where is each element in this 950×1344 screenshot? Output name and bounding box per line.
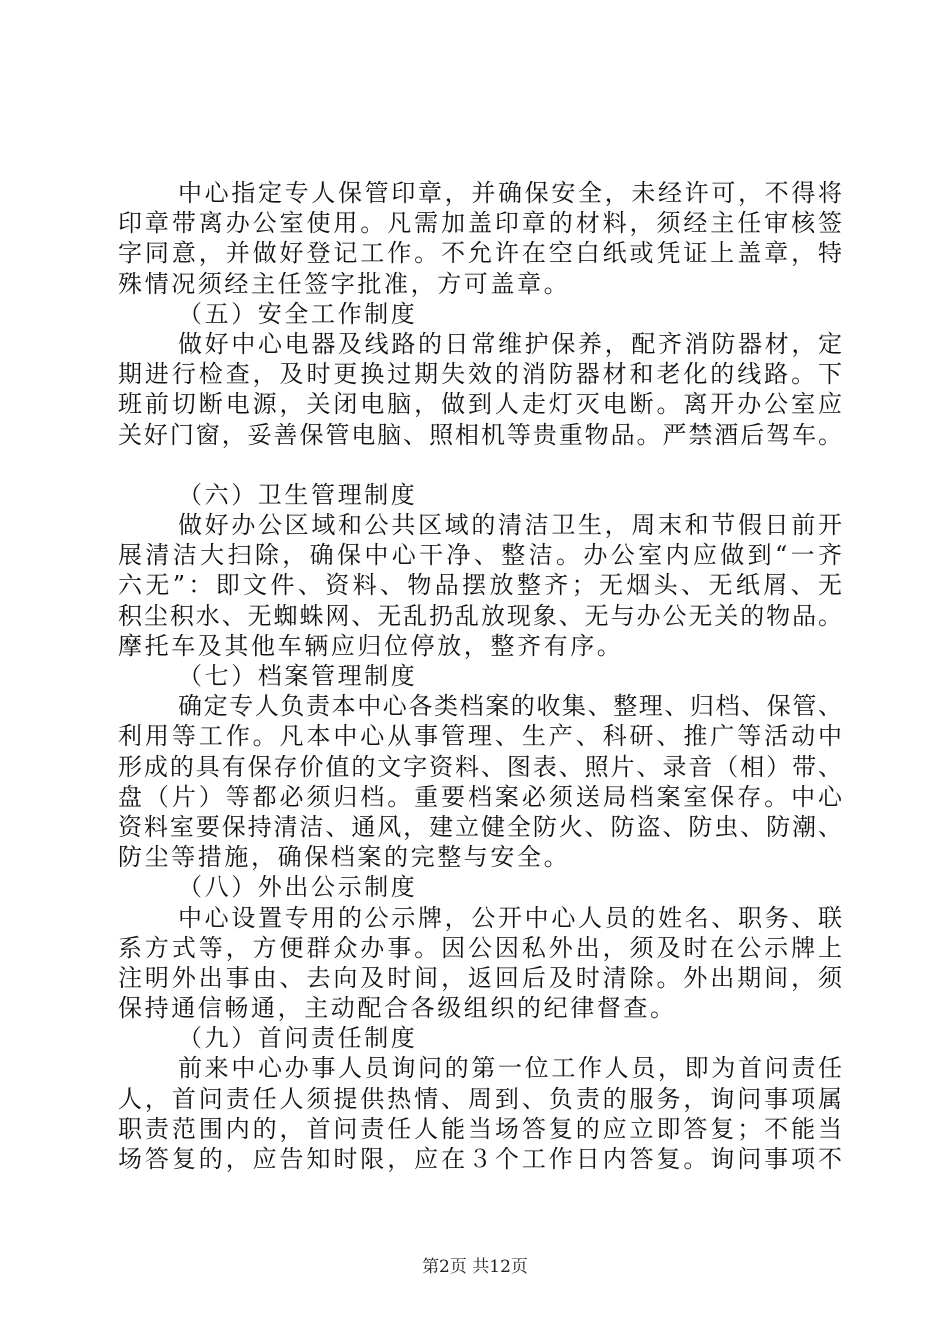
text-line: 资料室要保持清洁、通风，建立健全防火、防盗、防虫、防潮、 <box>118 812 842 841</box>
text-line: （九）首问责任制度 <box>178 1024 418 1053</box>
text-line: 利用等工作。凡本中心从事管理、生产、科研、推广等活动中 <box>118 722 842 751</box>
text-line: 关好门窗，妥善保管电脑、照相机等贵重物品。严禁酒后驾车。 <box>118 420 842 449</box>
text-line: 前来中心办事人员询问的第一位工作人员，即为首问责任 <box>178 1054 842 1083</box>
text-line: 做好办公区域和公共区域的清洁卫生，周末和节假日前开 <box>178 511 842 540</box>
text-line: 期进行检查，及时更换过期失效的消防器材和老化的线路。下 <box>118 360 842 389</box>
text-line: 积尘积水、无蜘蛛网、无乱扔乱放现象、无与办公无关的物品。 <box>118 601 842 630</box>
text-line: 注明外出事由、去向及时间，返回后及时清除。外出期间，须 <box>118 963 842 992</box>
text-line: 确定专人负责本中心各类档案的收集、整理、归档、保管、 <box>178 692 842 721</box>
page-footer: 第2页 共12页 <box>422 1257 528 1277</box>
text-line: 印章带离办公室使用。凡需加盖印章的材料，须经主任审核签 <box>118 209 842 238</box>
text-line: （七）档案管理制度 <box>178 662 418 690</box>
text-line: 做好中心电器及线路的日常维护保养，配齐消防器材，定 <box>178 329 842 358</box>
text-line: 摩托车及其他车辆应归位停放，整齐有序。 <box>118 631 624 660</box>
text-line: 系方式等，方便群众办事。因公因私外出，须及时在公示牌上 <box>118 933 842 962</box>
text-line: 六无”：即文件、资料、物品摆放整齐；无烟头、无纸屑、无 <box>118 571 842 600</box>
text-line: 形成的具有保存价值的文字资料、图表、照片、录音（相）带、 <box>118 752 842 781</box>
text-line: 职责范围内的，首问责任人能当场答复的应立即答复；不能当 <box>118 1114 842 1143</box>
text-line: 班前切断电源，关闭电脑，做到人走灯灭电断。离开办公室应 <box>118 390 842 419</box>
text-line: 人，首问责任人须提供热情、周到、负责的服务，询问事项属 <box>118 1084 842 1113</box>
text-line: 防尘等措施，确保档案的完整与安全。 <box>118 843 571 872</box>
text-line: （六）卫生管理制度 <box>178 480 418 509</box>
document-body <box>118 178 842 1174</box>
text-line: （八）外出公示制度 <box>178 873 418 902</box>
text-line: 场答复的，应告知时限，应在３个工作日内答复。询问事项不 <box>118 1145 842 1173</box>
blank-line <box>118 450 842 480</box>
text-line: 保持通信畅通，主动配合各级组织的纪律督查。 <box>118 994 677 1023</box>
text-line: 殊情况须经主任签字批准，方可盖章。 <box>118 269 571 298</box>
text-line: 展清洁大扫除，确保中心干净、整洁。办公室内应做到“一齐 <box>118 541 842 570</box>
text-line: （五）安全工作制度 <box>178 299 418 328</box>
text-line: 字同意，并做好登记工作。不允许在空白纸或凭证上盖章，特 <box>118 239 842 268</box>
text-line: 中心设置专用的公示牌，公开中心人员的姓名、职务、联 <box>178 903 842 932</box>
text-line: 中心指定专人保管印章，并确保安全，未经许可，不得将 <box>178 179 842 207</box>
text-line: 盘（片）等都必须归档。重要档案必须送局档案室保存。中心 <box>118 782 842 811</box>
